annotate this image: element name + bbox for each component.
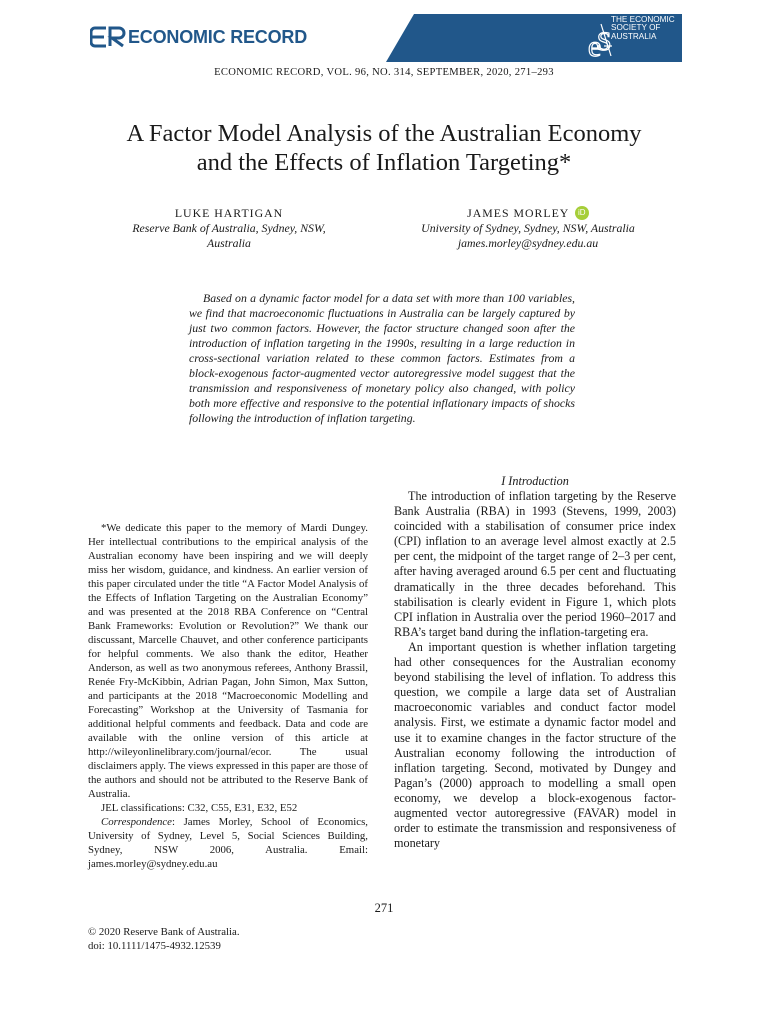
author-name-2: JAMES MORLEY: [467, 206, 569, 220]
title-footnote: [88, 521, 368, 871]
author-affiliation-2: University of Sydney, Sydney, NSW, Australia james.morley@sydney.edu.au: [421, 221, 635, 251]
page-number: 271: [374, 901, 394, 915]
title-line-1: A Factor Model Analysis of the Australian Economy: [126, 120, 642, 147]
correspondence-label: Correspondence: [101, 816, 172, 828]
journal-name: ECONOMIC RECORD: [128, 27, 308, 47]
er-logo-icon: [90, 26, 126, 48]
author-name-1: LUKE HARTIGAN: [174, 206, 284, 220]
correspondence-text: : James Morley, School of Economics, University of Sydney, Level 5, Social Sciences Building, Sydney, NSW 2006, Australia. Email: james.morley@sydney.edu.au: [88, 816, 368, 870]
copyright-notice: © 2020 Reserve Bank of Australia. doi: 10.1111/1475-4932.12539: [88, 926, 240, 952]
author-block-2: [392, 206, 664, 251]
footnote-jel: JEL classifications: C32, C55, E31, E32, E52: [101, 802, 298, 814]
abstract: Based on a dynamic factor model for a data set with more than 100 variables, we find that macroeconomic fluctuations in Australia can be largely captured by just two common factors. However, the factor structure changed soon after the introduction of inflation targeting in the 1990s, resulting in a large reduction in cross-sectional variation related to these common factors. Estimates from a block-exogenous factor-augmented vector autoregressive model suggest that the transmission and responsiveness of monetary policy also changed, with policy both more effective and responsive to the potential inflationary impacts of shocks following the introduction of inflation targeting.: [189, 291, 575, 425]
introduction-section: [394, 474, 676, 851]
orcid-icon[interactable]: iD: [575, 206, 589, 220]
author-name-line-2: [392, 206, 664, 221]
author-affiliation-1: Reserve Bank of Australia, Sydney, NSW, Australia: [132, 221, 326, 250]
paper-title: [0, 119, 768, 177]
title-line-2: and the Effects of Inflation Targeting*: [196, 149, 572, 176]
svg-text:S: S: [597, 27, 612, 56]
footnote-dedication: *We dedicate this paper to the memory of Mardi Dungey. Her intellectual contributions to the empirical analysis of the Australian economy have been inspiring and we will deeply miss her wisdom, guidance, and kindness. An earlier version of this paper circulated under the title “A Factor Model Analysis of the Effects of Inflation Targeting on the Australian Economy” and was presented at the 2018 RBA Conference on “Central Bank Frameworks: Evolution or Revolution?” We thank our discussant, Marcelle Chauvet, and other conference participants for helpful comments. We also thank the editor, Heather Anderson, as well as two anonymous referees, Anthony Brassil, Renée Fry-McKibbin, Adrian Pagan, John Simon, Max Sutton, and participants at the 2018 “Macroeconomic Modelling and Forecasting” Workshop at the University of Tasmania for additional helpful comments and feedback. Data and code are available with the online version of this article at http://wileyonlinelibrary.com/journal/ecor. The usual disclaimers apply. The views expressed in this paper are those of the authors and should not be attributed to the Reserve Bank of Australia.: [88, 522, 368, 800]
author-block-1: [100, 206, 358, 251]
journal-citation: ECONOMIC RECORD, VOL. 96, NO. 314, SEPTEMBER, 2020, 271–293: [214, 67, 554, 78]
section-heading-introduction: I Introduction: [501, 474, 569, 488]
footnote-correspondence: [88, 815, 368, 871]
esa-logo-icon: [587, 16, 613, 60]
intro-paragraph-1: The introduction of inflation targeting by the Reserve Bank Australia (RBA) in 1993 (Stevens, 1999, 2003) coincided with a stabilisation of consumer price index (CPI) inflation to an average level almost exactly at 2.5 per cent, the midpoint of the target range of 2–3 per cent, after having averaged around 6.5 per cent and fluctuating dramatically in the three decades beforehand. This stabilisation is clearly evident in Figure 1, which plots CPI inflation in Australia over the period 1960–2017 and RBA’s target band during the inflation-targeting era.: [394, 489, 676, 639]
society-name: THE ECONOMIC SOCIETY OF AUSTRALIA: [611, 15, 675, 41]
intro-paragraph-2: An important question is whether inflation targeting had other consequences for the Australian economy beyond stabilising the level of inflation. To address this question, we compile a large data set of Australian macroeconomic variables and conduct factor model analysis. First, we estimate a dynamic factor model and use it to examine changes in the factor structure of the Australian economy following the introduction of inflation targeting. Second, motivated by Dungey and Pagan’s (2000) approach to modelling a small open economy, we develop a block-exogenous factor-augmented vector autoregressive (FAVAR) model in order to estimate the transmission and responsiveness of monetary: [394, 639, 676, 851]
journal-banner: [86, 14, 682, 62]
svg-text:e: e: [588, 30, 602, 60]
